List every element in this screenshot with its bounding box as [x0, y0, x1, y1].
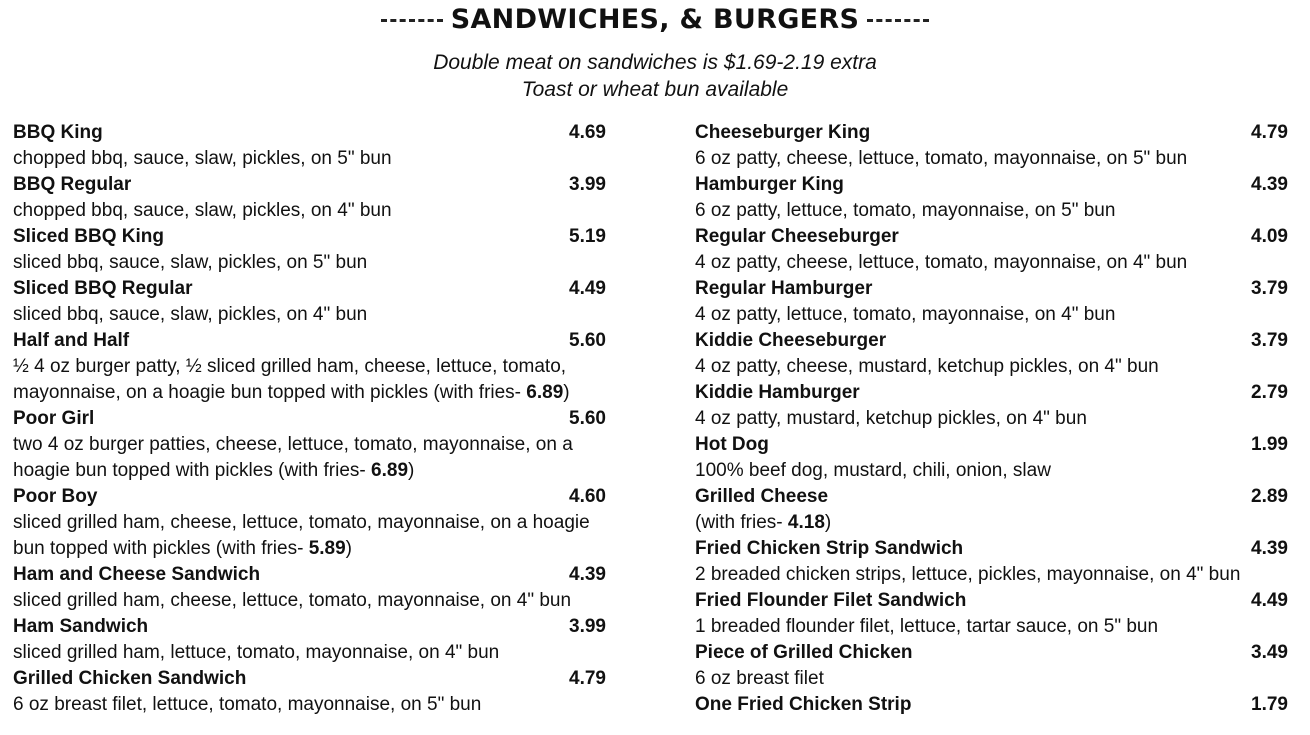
menu-item-name: Hamburger King: [695, 174, 844, 195]
menu-item-description: 1 breaded flounder filet, lettuce, tartar sauce, on 5" bun: [695, 616, 1159, 637]
menu-item-price: 4.69: [569, 122, 606, 143]
menu-item-header: [695, 276, 1288, 302]
menu-item-price: 4.39: [1251, 174, 1288, 195]
menu-item: [695, 172, 1288, 224]
with-fries-price: 5.89: [308, 538, 346, 559]
menu-item-description: sliced grilled ham, lettuce, tomato, mayonnaise, on 4" bun: [13, 642, 500, 663]
menu-item-header: [13, 562, 606, 588]
menu-item-name: Ham and Cheese Sandwich: [13, 564, 261, 585]
menu-item-price: 3.99: [569, 616, 606, 637]
menu-item: [695, 588, 1288, 640]
menu-item-description: sliced bbq, sauce, slaw, pickles, on 4" bun: [13, 304, 368, 325]
menu-item: [695, 484, 1288, 536]
menu-item-header: [13, 484, 606, 510]
menu-item-price: 4.79: [569, 668, 606, 689]
menu-item-name: Piece of Grilled Chicken: [695, 642, 913, 663]
menu-item-header: [695, 328, 1288, 354]
menu-item-price: 3.99: [569, 174, 606, 195]
menu-item-price: 4.39: [569, 564, 606, 585]
menu-heading: [0, 2, 1310, 38]
with-fries-price: 4.18: [787, 512, 825, 533]
menu-item-price: 4.49: [1251, 590, 1288, 611]
menu-item-header: [13, 666, 606, 692]
menu-item-price: 3.79: [1251, 278, 1288, 299]
menu-item-description: 100% beef dog, mustard, chili, onion, slaw: [695, 460, 1051, 481]
menu-item-price: 5.60: [569, 408, 606, 429]
menu-item-header: [13, 172, 606, 198]
menu-item-name: Hot Dog: [695, 434, 769, 455]
menu-item-description: mayonnaise, on a hoagie bun topped with pickles (with fries- 6.89): [13, 382, 570, 403]
menu-item: [13, 224, 606, 276]
left-menu-column: [13, 120, 606, 718]
menu-item: [695, 692, 1288, 718]
menu-item-name: Grilled Chicken Sandwich: [13, 668, 247, 689]
menu-item-header: [695, 224, 1288, 250]
menu-item-name: Kiddie Cheeseburger: [695, 330, 887, 351]
menu-item-header: [13, 120, 606, 146]
menu-item-price: 1.79: [1251, 694, 1288, 715]
menu-item-price: 4.39: [1251, 538, 1288, 559]
menu-item-header: [695, 588, 1288, 614]
menu-item-name: Fried Flounder Filet Sandwich: [695, 590, 967, 611]
menu-item: [695, 276, 1288, 328]
menu-item-header: [695, 380, 1288, 406]
menu-item-header: [13, 224, 606, 250]
menu-item: [695, 380, 1288, 432]
menu-item-header: [695, 692, 1288, 718]
menu-item-header: [13, 406, 606, 432]
menu-item: [695, 224, 1288, 276]
left-dashed-rule: [381, 19, 443, 22]
menu-item-header: [695, 640, 1288, 666]
menu-item-header: [695, 484, 1288, 510]
double-meat-note: Double meat on sandwiches is $1.69-2.19 extra: [433, 51, 877, 74]
menu-item: [13, 666, 606, 718]
menu-item-name: Grilled Cheese: [695, 486, 829, 507]
menu-item: [13, 276, 606, 328]
menu-item-description: 4 oz patty, cheese, mustard, ketchup pickles, on 4" bun: [695, 356, 1159, 377]
menu-item-price: 4.49: [569, 278, 606, 299]
menu-item-header: [695, 172, 1288, 198]
menu-item-price: 2.89: [1251, 486, 1288, 507]
menu-item-name: Poor Girl: [13, 408, 95, 429]
menu-item-description: two 4 oz burger patties, cheese, lettuce, tomato, mayonnaise, on a: [13, 434, 573, 455]
menu-item-header: [695, 432, 1288, 458]
menu-item-description: 4 oz patty, lettuce, tomato, mayonnaise, on 4" bun: [695, 304, 1116, 325]
menu-item-name: Regular Cheeseburger: [695, 226, 899, 247]
menu-item-description: ½ 4 oz burger patty, ½ sliced grilled ham, cheese, lettuce, tomato,: [13, 356, 567, 377]
menu-item-description: 6 oz patty, cheese, lettuce, tomato, mayonnaise, on 5" bun: [695, 148, 1188, 169]
menu-item-price: 5.19: [569, 226, 606, 247]
menu-item: [13, 172, 606, 224]
menu-item-description: sliced grilled ham, cheese, lettuce, tomato, mayonnaise, on 4" bun: [13, 590, 572, 611]
menu-item-name: Kiddie Hamburger: [695, 382, 860, 403]
menu-item-header: [13, 614, 606, 640]
menu-item-description: chopped bbq, sauce, slaw, pickles, on 5" bun: [13, 148, 392, 169]
menu-item-name: Sliced BBQ King: [13, 226, 164, 247]
menu-title: SANDWICHES, & BURGERS: [450, 4, 860, 35]
menu-item-header: [695, 120, 1288, 146]
menu-item-description: 6 oz breast filet, lettuce, tomato, mayonnaise, on 5" bun: [13, 694, 482, 715]
menu-item: [13, 614, 606, 666]
menu-item-name: Sliced BBQ Regular: [13, 278, 193, 299]
menu-item-header: [13, 276, 606, 302]
menu-item-price: 4.09: [1251, 226, 1288, 247]
menu-item: [695, 640, 1288, 692]
menu-item-description: 6 oz breast filet: [695, 668, 824, 689]
menu-item-name: BBQ King: [13, 122, 103, 143]
right-dashed-rule: [867, 19, 929, 22]
menu-item: [13, 120, 606, 172]
menu-item-description: hoagie bun topped with pickles (with fries- 6.89): [13, 460, 415, 481]
menu-item-description: chopped bbq, sauce, slaw, pickles, on 4" bun: [13, 200, 392, 221]
menu-item: [13, 562, 606, 614]
menu-item-description: bun topped with pickles (with fries- 5.89): [13, 538, 352, 559]
menu-item-description: (with fries- 4.18): [695, 512, 832, 533]
menu-item-name: One Fried Chicken Strip: [695, 694, 912, 715]
menu-item: [13, 328, 606, 406]
menu-item-name: BBQ Regular: [13, 174, 132, 195]
menu-item: [13, 484, 606, 562]
menu-item-price: 1.99: [1251, 434, 1288, 455]
menu-item: [695, 328, 1288, 380]
menu-item-description: 6 oz patty, lettuce, tomato, mayonnaise, on 5" bun: [695, 200, 1116, 221]
with-fries-price: 6.89: [371, 460, 409, 481]
menu-item-header: [695, 536, 1288, 562]
menu-item-description: 4 oz patty, cheese, lettuce, tomato, mayonnaise, on 4" bun: [695, 252, 1188, 273]
menu-item-price: 4.79: [1251, 122, 1288, 143]
menu-item-description: sliced bbq, sauce, slaw, pickles, on 5" bun: [13, 252, 368, 273]
menu-item-price: 5.60: [569, 330, 606, 351]
menu-item-price: 4.60: [569, 486, 606, 507]
menu-item-header: [13, 328, 606, 354]
menu-item-name: Regular Hamburger: [695, 278, 873, 299]
menu-item-name: Poor Boy: [13, 486, 98, 507]
menu-item-description: sliced grilled ham, cheese, lettuce, tomato, mayonnaise, on a hoagie: [13, 512, 590, 533]
menu-item-description: 2 breaded chicken strips, lettuce, pickles, mayonnaise, on 4" bun: [695, 564, 1241, 585]
menu-item: [13, 406, 606, 484]
menu-item-price: 2.79: [1251, 382, 1288, 403]
menu-item: [695, 536, 1288, 588]
menu-item-description: 4 oz patty, mustard, ketchup pickles, on 4" bun: [695, 408, 1087, 429]
menu-item-price: 3.49: [1251, 642, 1288, 663]
with-fries-price: 6.89: [526, 382, 564, 403]
menu-item: [695, 120, 1288, 172]
menu-item: [695, 432, 1288, 484]
menu-item-name: Fried Chicken Strip Sandwich: [695, 538, 964, 559]
menu-item-name: Ham Sandwich: [13, 616, 149, 637]
right-menu-column: [695, 120, 1288, 718]
menu-item-name: Half and Half: [13, 330, 130, 351]
menu-item-price: 3.79: [1251, 330, 1288, 351]
menu-item-name: Cheeseburger King: [695, 122, 871, 143]
bun-note: Toast or wheat bun available: [521, 78, 789, 101]
